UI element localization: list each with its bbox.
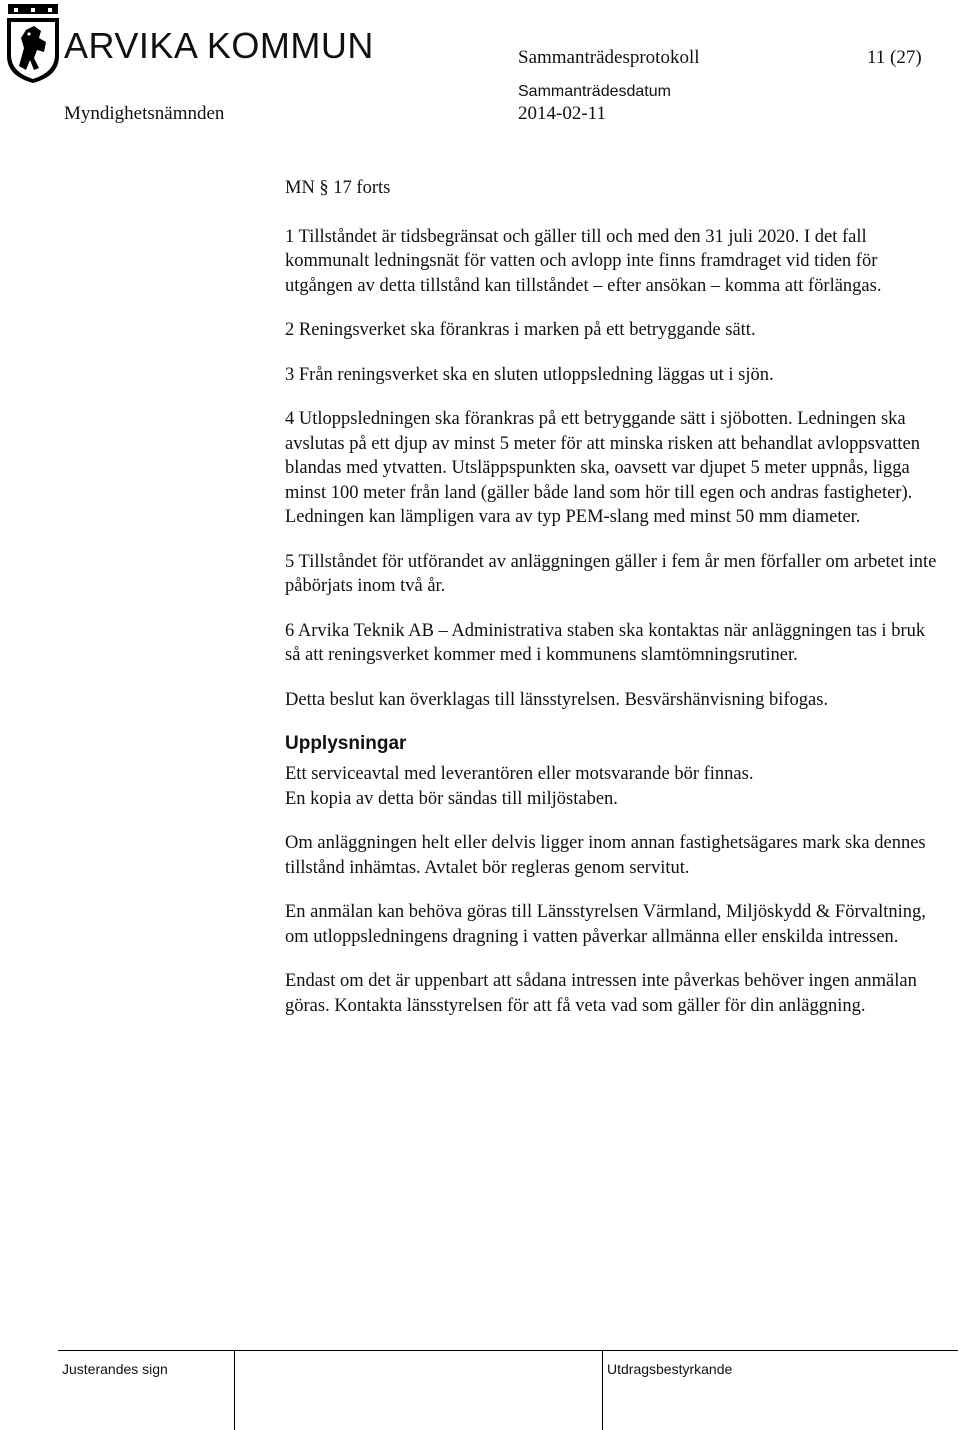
doc-type: Sammanträdesprotokoll <box>518 47 700 68</box>
section-title: MN § 17 forts <box>285 178 391 198</box>
signature-label: Justerandes sign <box>62 1361 168 1377</box>
paragraph-6: 6 Arvika Teknik AB – Administrativa staben ska kontaktas när anläggningen tas i bruk så att reningsverket kommer med i kommunens slamtömningsrutiner. <box>285 620 926 665</box>
info-1a: Ett serviceavtal med leverantören eller motsvarande bör finnas. <box>285 764 754 784</box>
paragraph-5: 5 Tillståndet för utförandet av anläggningen gäller i fem år men förfaller om arbetet inte påbörjats inom två år. <box>285 551 937 596</box>
document-body <box>285 176 945 1018</box>
org-name: ARVIKA KOMMUN <box>64 25 374 66</box>
excerpt-label: Utdragsbestyrkande <box>607 1361 733 1377</box>
paragraph-3: 3 Från reningsverket ska en sluten utloppsledning läggas ut i sjön. <box>285 364 774 385</box>
footer-separator <box>234 1350 235 1430</box>
appeal-paragraph: Detta beslut kan överklagas till länsstyrelsen. Besvärshänvisning bifogas. <box>285 689 829 710</box>
info-3: En anmälan kan behöva göras till Länsstyrelsen Värmland, Miljöskydd & Förvaltning, om utloppsledningens dragning i vatten påverkar allmänna eller enskilda intressen. <box>285 902 926 947</box>
footer-divider <box>58 1350 958 1351</box>
paragraph-2: 2 Reningsverket ska förankras i marken på ett betryggande sätt. <box>285 320 756 340</box>
section-heading: Upplysningar <box>285 733 407 754</box>
info-4: Endast om det är uppenbart att sådana intressen inte påverkas behöver ingen anmälan göras. Kontakta länsstyrelsen för att få veta vad som gäller för din anläggning. <box>285 971 917 1016</box>
department: Myndighetsnämnden <box>64 103 225 124</box>
info-1b: En kopia av detta bör sändas till miljöstaben. <box>285 788 618 809</box>
paragraph-4: 4 Utloppsledningen ska förankras på ett betryggande sätt i sjöbotten. Ledningen ska avslutas på ett djup av minst 5 meter för att minska risken att behandlat avloppsvatten blandas med ytvatten. Utsläppspunkten ska, oavsett var djupet 5 meter uppnås, ligga minst 100 meter från land (gäller både land som hör till egen och andras fastigheter). Ledningen kan lämpligen vara av typ PEM-slang med minst 50 mm diameter. <box>285 409 921 527</box>
date-label: Sammanträdesdatum <box>518 83 671 100</box>
page-number: 11 (27) <box>867 47 922 68</box>
meeting-date: 2014-02-11 <box>518 103 606 124</box>
coat-of-arms-logo <box>4 4 62 84</box>
footer-separator <box>602 1350 603 1430</box>
paragraph-1: 1 Tillståndet är tidsbegränsat och gäller till och med den 31 juli 2020. I det fall kommunalt ledningsnät för vatten och avlopp inte finns framdraget vid tiden för utgången av detta tillstånd kan tillståndet – efter ansökan – komma att förlängas. <box>285 226 882 296</box>
info-2: Om anläggningen helt eller delvis ligger inom annan fastighetsägares mark ska dennes tillstånd inhämtas. Avtalet bör regleras genom servitut. <box>285 833 926 878</box>
